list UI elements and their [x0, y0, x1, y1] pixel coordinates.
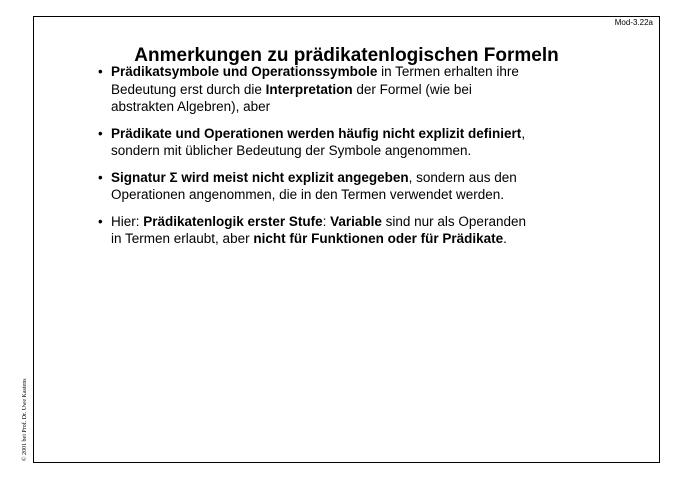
bullet-item [96, 125, 536, 160]
bullet-text-bold: Prädikatenlogik erster Stufe [143, 213, 323, 229]
copyright-note: © 2001 bei Prof. Dr. Uwe Kastens [22, 378, 28, 461]
bullet-text: in Termen erhalten ihre Bedeutung erst durch die [111, 64, 519, 97]
bullet-dot-icon: • [98, 64, 103, 79]
slide-title: Anmerkungen zu prädikatenlogischen Formeln [134, 45, 559, 66]
bullet-item [96, 63, 536, 116]
bullet-text: , sondern aus den Operationen angenommen, die in den Termen verwendet werden. [111, 169, 517, 202]
bullet-text: Hier: [111, 213, 144, 229]
bullet-dot-icon: • [98, 213, 103, 229]
bullet-text-bold: Prädikatsymbole und Operationssymbole [111, 64, 378, 79]
bullet-text-bold: nicht für Funktionen oder für Prädikate [253, 231, 504, 246]
bullet-item [96, 213, 536, 248]
bullet-text-bold: Prädikate und Operationen werden häufig nicht explizit definiert [111, 125, 522, 141]
slide-id: Mod-3.22a [614, 18, 653, 27]
bullet-text-bold: Signatur Σ wird meist nicht explizit angegeben [111, 169, 409, 185]
bullet-text-bold: Variable [330, 213, 382, 229]
bullet-text: der Formel (wie bei abstrakten Algebren), aber [111, 81, 472, 114]
bullet-list [96, 63, 536, 257]
bullet-text: , sondern mit üblicher Bedeutung der Symbole angenommen. [111, 125, 526, 158]
bullet-dot-icon: • [98, 125, 103, 141]
bullet-text: : [322, 213, 331, 229]
bullet-text-bold: Interpretation [265, 81, 353, 97]
bullet-item [96, 169, 536, 204]
bullet-text: sind nur als Operanden in Termen erlaubt, aber [111, 213, 526, 246]
bullet-text: . [503, 231, 507, 246]
bullet-dot-icon: • [98, 169, 103, 185]
